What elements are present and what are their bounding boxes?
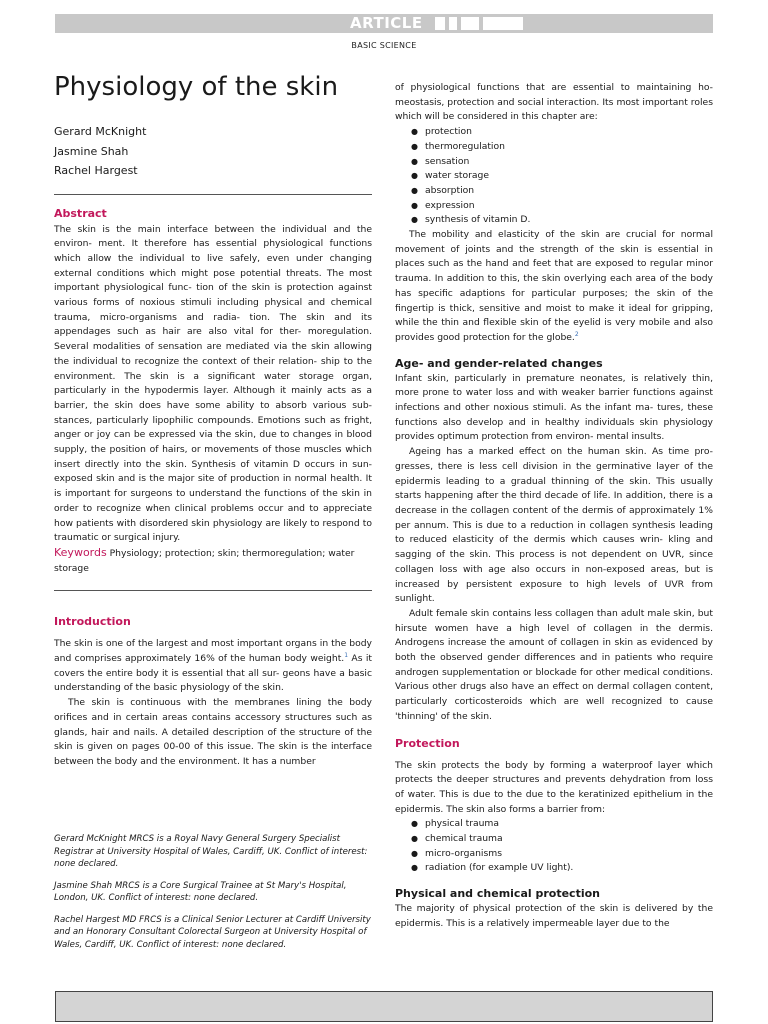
protection-heading: Protection <box>395 736 460 750</box>
author-name: Rachel Hargest <box>54 164 138 177</box>
physical-paragraph: The majority of physical protection of the skin is delivered by the epidermis. This is a relatively impermeable layer due to the <box>395 903 713 929</box>
barrier-list <box>395 817 713 876</box>
introduction-paragraph: The skin is continuous with the membranes lining the body orifices and in certain areas contains accessory structures such as glands, hair and nails. A detailed description of the structure of the skin is given on pages 00-00 of this issue. The skin is the interface between the body and the environment. It has a number <box>54 697 372 767</box>
author-affiliation: Jasmine Shah MRCS is a Core Surgical Trainee at St Mary's Hospital, London, UK. Conflict of interest: none declared. <box>54 880 347 903</box>
physical-chemical-heading: Physical and chemical protection <box>395 887 600 901</box>
divider <box>54 590 372 591</box>
age-gender-heading: Age- and gender-related changes <box>395 356 603 370</box>
abstract-text: The skin is the main interface between the individual and the environ- ment. It therefore has essential physiological functions which allow the individual to live safely, even under changing external conditions which might pose potential threats. The most important physiological func- tion of the skin is protection against various forms of noxious stimuli including physical and chemical trauma, micro-organisms and radia- tion. The skin and its appendages such as hair are also vital for ther- moregulation. Several modalities of sensation are mediated via the skin allowing the individual to recognize the context of their relation- ship to the environment. The skin is a significant water storage organ, particularly in the hypodermis layer. Although it mainly acts as a barrier, the skin does have some ability to absorb various sub- stances, particularly lipophilic compounds. Emotions such as fright, anger or joy can be expressed via the skin, due to changes in blood supply, the position of hairs, or movements of those muscles which insert directly into the skin. Synthesis of vitamin D occurs in sun- exposed skin and is the major site of production in normal health. It is important for surgeons to understand the functions of the skin in order to recognize when clinical problems occur and to appreciate how patients with disordered skin physiology are likely to respond to traumatic or surgical injury. <box>54 223 372 544</box>
list-item: ● radiation (for example UV light). <box>411 861 713 876</box>
author-affiliation: Rachel Hargest MD FRCS is a Clinical Senior Lecturer at Cardiff University and an Honorary Consultant Colorectal Surgeon at University Hospital of Wales, Cardiff, UK. Conflict of interest: none declared. <box>54 914 371 950</box>
list-item: ● protection <box>411 125 713 140</box>
introduction-paragraph: The skin is one of the largest and most important organs in the body and comprises approximately 16% of the human body weight.$^1$ As it covers the entire body it is essential that all sur- geons have a basic understanding of the basic physiology of the skin. <box>54 638 372 694</box>
article-in-press-banner <box>55 14 713 33</box>
reference-link[interactable]: 2 <box>574 330 579 338</box>
author-affiliations <box>54 833 372 960</box>
author-name: Jasmine Shah <box>54 144 129 158</box>
abstract-heading: Abstract <box>54 206 107 220</box>
banner-text: ARTICLE <box>350 14 423 32</box>
footer-bar <box>55 991 713 1022</box>
list-item: ● chemical trauma <box>411 832 713 847</box>
list-item: ● physical trauma <box>411 817 713 832</box>
author-list <box>54 122 372 181</box>
keywords-text: Physiology; protection; skin; thermoregulation; water storage <box>54 547 355 574</box>
author-affiliation: Gerard McKnight MRCS is a Royal Navy General Surgery Specialist Registrar at University Hospital of Wales, Cardiff, UK. Conflict of interest: none declared. <box>54 834 368 869</box>
mobility-paragraph: The mobility and elasticity of the skin are crucial for normal movement of joints and the strength of the skin is essential in places such as the hand and feet that are exposed to regular minor trauma. In addition to this, the skin overlying each area of the body has specific adaptions for particular purposes; the skin of the fingertip is thick, sensitive and moist to make it ideal for gripping, while the thin and flexible skin of the eyelid is very mobile and also provides good protection for the globe.$^2$ <box>395 229 713 343</box>
list-item: ● water storage <box>411 169 713 184</box>
list-item: ● sensation <box>411 155 713 170</box>
introduction-continued: of physiological functions that are essential to maintaining ho- meostasis, protection and social interaction. Its most important roles which will be considered in this chapter are: <box>395 82 713 123</box>
age-paragraph: Adult female skin contains less collagen than adult male skin, but hirsute women have a high level of collagen in the dermis. Androgens increase the amount of collagen in skin as evidenced by both the observed gender differences and in patients who require androgen supplementation or blockade for other medical conditions. Various other drugs also have an effect on dermal collagen content, particularly corticosteroids which are well recognized to cause 'thinning' of the skin. <box>395 607 713 722</box>
skin-roles-list <box>395 125 713 228</box>
protection-paragraph: The skin protects the body by forming a waterproof layer which protects the deeper structures and prevents dehydration from loss of water. This is due to the due to the keratinized epithelium in the epidermis. The skin also forms a barrier from: <box>395 759 713 815</box>
introduction-heading: Introduction <box>54 615 131 629</box>
divider <box>54 194 372 195</box>
left-column <box>54 70 372 770</box>
right-column <box>395 81 713 932</box>
article-title: Physiology of the skin <box>54 72 339 102</box>
age-paragraph: Infant skin, particularly in premature neonates, is relatively thin, more prone to water loss and with weaker barrier functions against infections and other noxious stimuli. As the infant ma- tures, these functions also develop and in healthy individuals skin physiology provides optimum protection from environ- mental insults. <box>395 372 713 443</box>
section-label: BASIC SCIENCE <box>351 41 417 50</box>
banner-redacted-blocks <box>435 17 523 30</box>
age-paragraph: Ageing has a marked effect on the human skin. As time pro- gresses, there is less cell division in the germinative layer of the epidermis leading to a gradual thinning of the skin. This usually starts happening after the third decade of life. In addition, there is a decrease in the collagen content of the dermis of approximately 1% per annum. This is due to a reduction in collagen synthesis leading to reduced elasticity of the dermis which causes wrin- kling and sagging of the skin. This process is not dependent on UVR, since collagen loss with age also occurs in non-exposed areas, but is increased by persistent exposure to high levels of UVR from sunlight. <box>395 446 713 605</box>
reference-link[interactable]: 1 <box>344 652 349 660</box>
list-item: ● micro-organisms <box>411 847 713 862</box>
keywords <box>54 546 372 576</box>
list-item: ● thermoregulation <box>411 140 713 155</box>
keywords-heading: Keywords <box>54 545 107 559</box>
author-name: Gerard McKnight <box>54 125 147 138</box>
list-item: ● synthesis of vitamin D. <box>411 213 713 228</box>
list-item: ● absorption <box>411 184 713 199</box>
list-item: ● expression <box>411 199 713 214</box>
